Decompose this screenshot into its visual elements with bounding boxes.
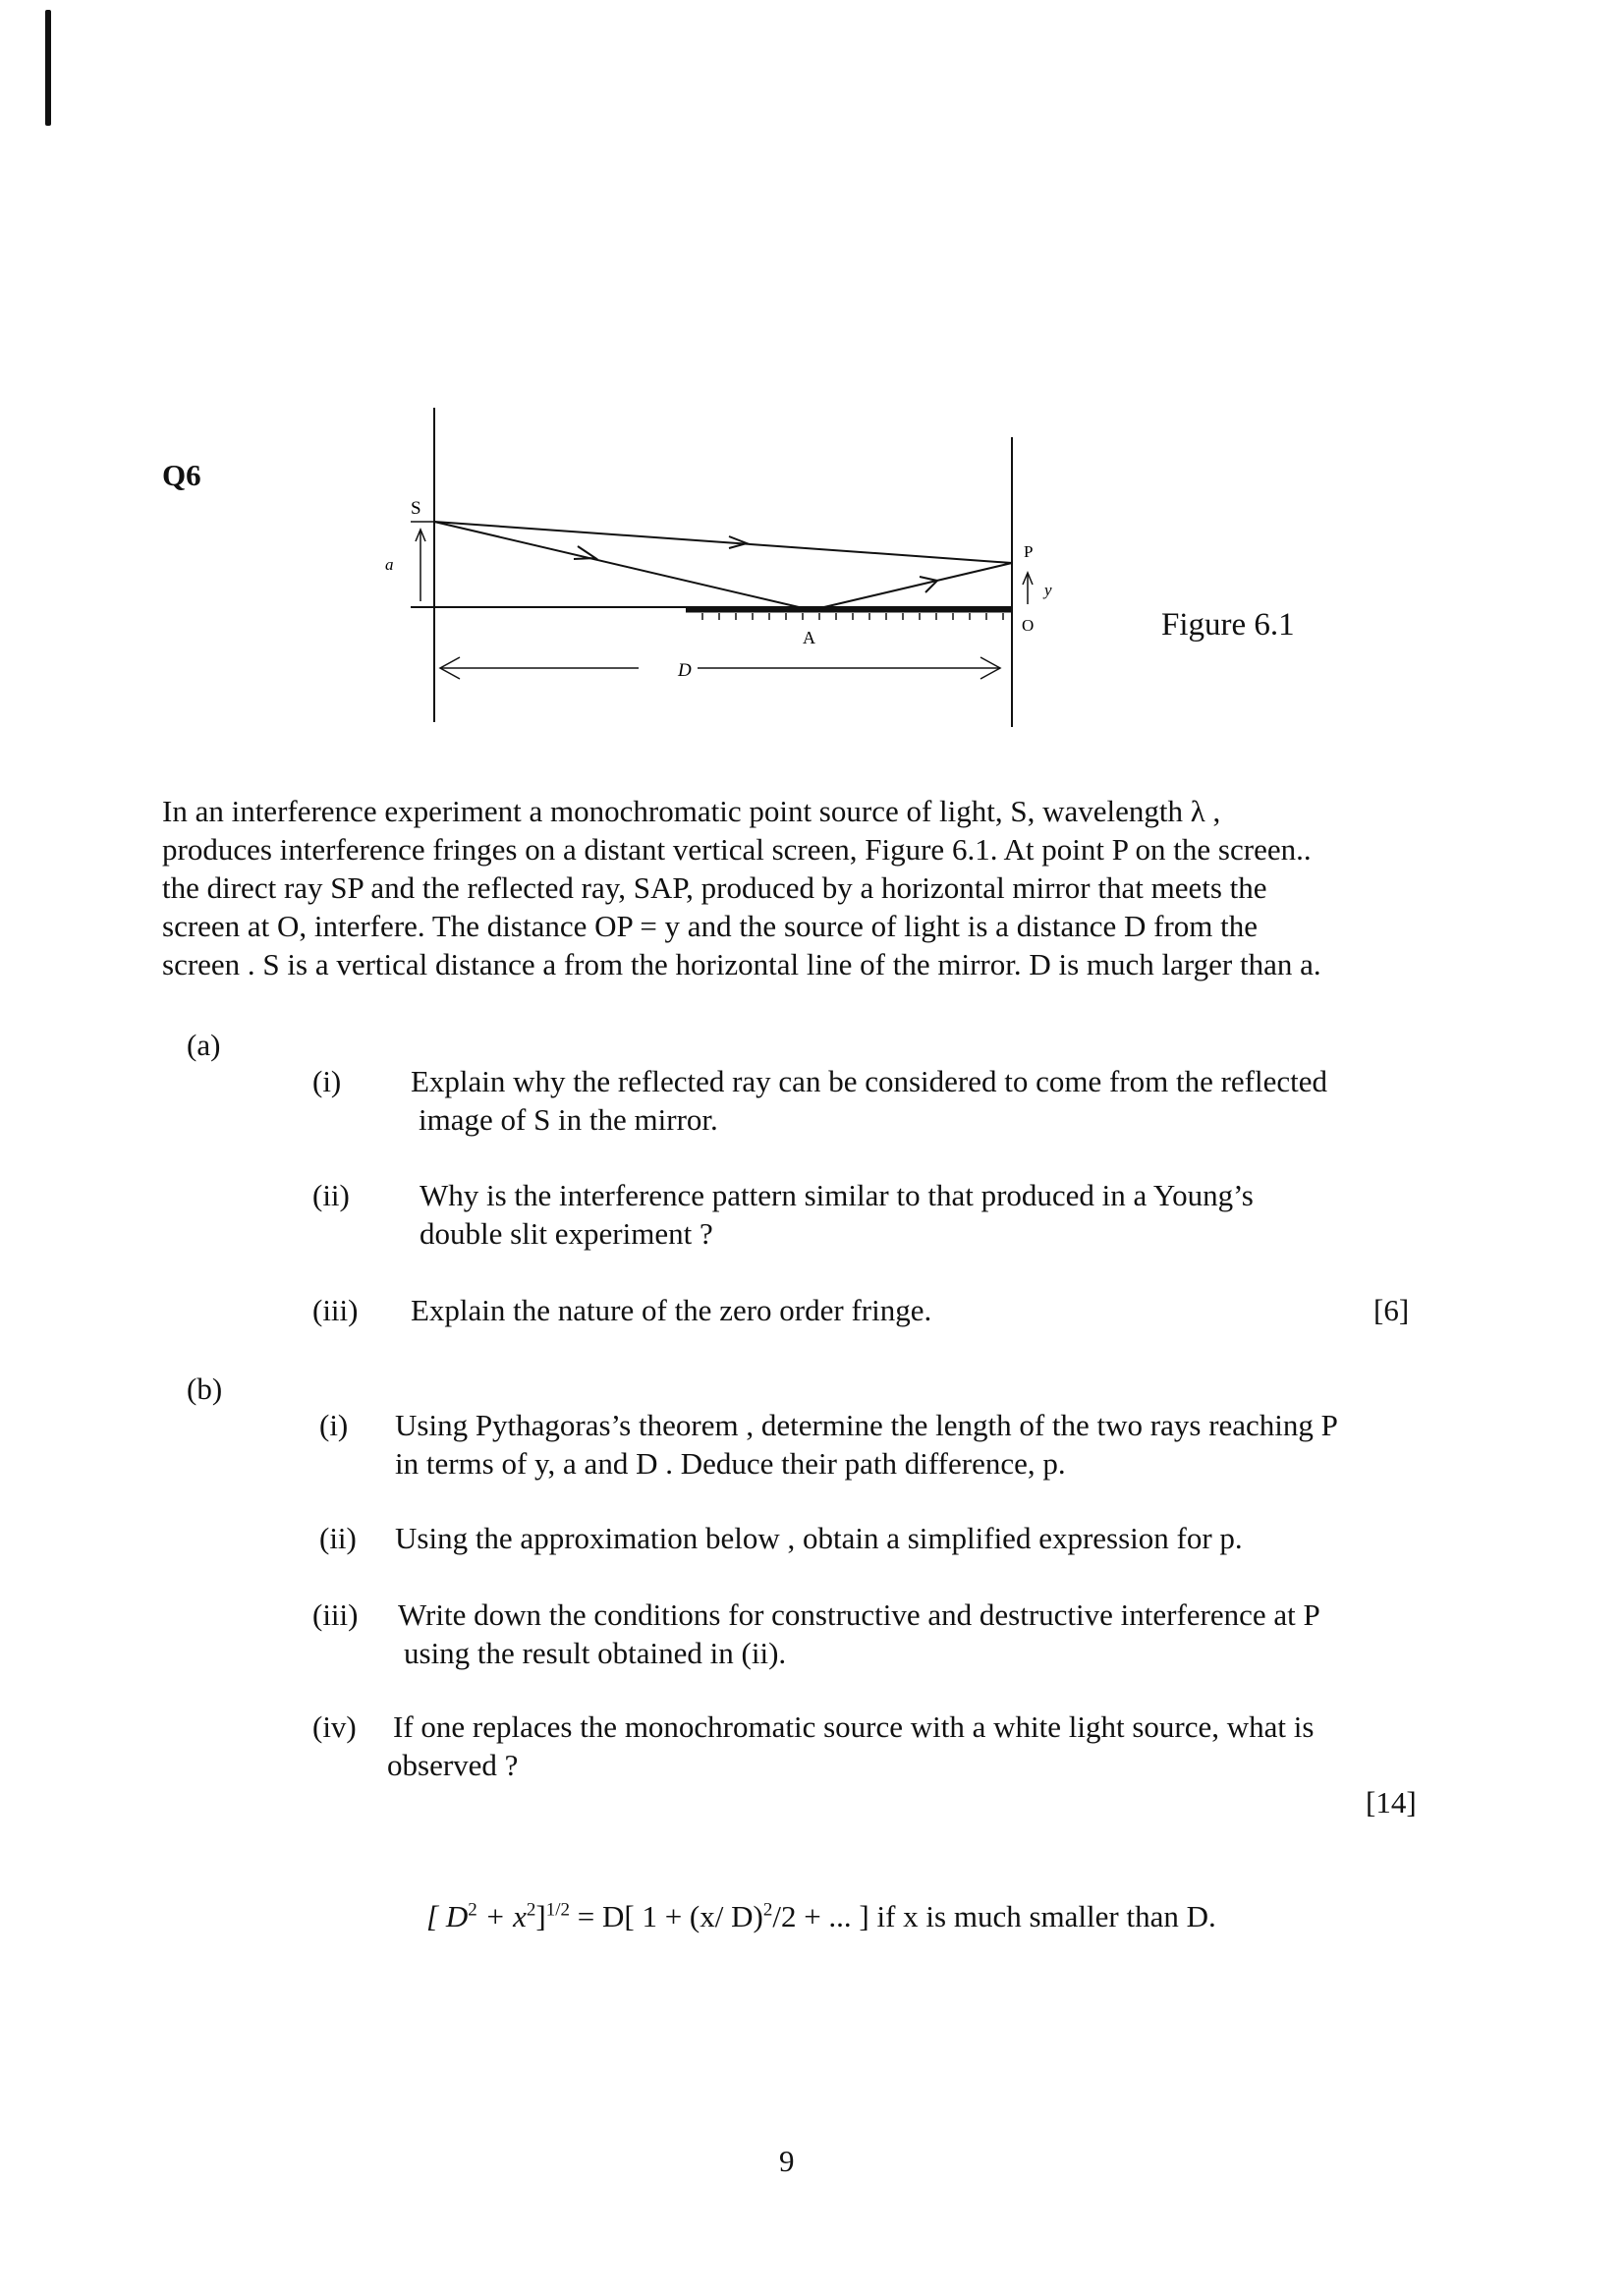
part-b-i-number: (i) (319, 1408, 349, 1442)
page-number: 9 (779, 2144, 795, 2178)
part-b-iii-number: (iii) (312, 1597, 359, 1632)
figure-caption: Figure 6.1 (1161, 607, 1295, 643)
intro-line: the direct ray SP and the reflected ray, SAP, produced by a horizontal mirror that meets the (162, 870, 1267, 905)
formula-open: [ D (426, 1899, 469, 1933)
text-line: If one replaces the monochromatic source with a white light source, what is (393, 1709, 1315, 1744)
intro-paragraph (162, 792, 1439, 983)
text-line: image of S in the mirror. (419, 1102, 718, 1137)
label-s: S (411, 498, 421, 519)
intro-line: In an interference experiment a monochromatic point source of light, S, wavelength λ , (162, 794, 1221, 828)
formula-sup: 2 (468, 1899, 477, 1921)
intro-line: screen . S is a vertical distance a from the horizontal line of the mirror. D is much larger than a. (162, 947, 1321, 981)
text-line: Write down the conditions for constructive and destructive interference at P (398, 1597, 1320, 1632)
approximation-formula (426, 1899, 1216, 1934)
part-a-i-text (411, 1062, 1327, 1139)
figure-6-1-diagram (373, 398, 1081, 732)
part-a-ii-text (420, 1176, 1254, 1253)
intro-line: produces interference fringes on a distant vertical screen, Figure 6.1. At point P on the screen.. (162, 832, 1312, 867)
formula-close: ] (535, 1899, 546, 1933)
text-line: Explain why the reflected ray can be considered to come from the reflected (411, 1064, 1328, 1098)
text-line: double slit experiment ? (420, 1216, 713, 1251)
part-b-iii-text (398, 1596, 1320, 1672)
part-a-i-number: (i) (312, 1064, 342, 1098)
label-a: a (385, 555, 394, 574)
part-b-marks: [14] (1366, 1785, 1417, 1820)
part-b-iv-text (387, 1708, 1315, 1784)
text-line: Explain the nature of the zero order fringe. (411, 1293, 932, 1327)
label-y: y (1044, 581, 1052, 599)
label-p: P (1024, 542, 1034, 561)
text-line: observed ? (387, 1748, 519, 1782)
part-b-iv-number: (iv) (312, 1709, 357, 1744)
part-a-ii-number: (ii) (312, 1178, 350, 1212)
text-line: in terms of y, a and D . Deduce their path difference, p. (395, 1446, 1066, 1481)
label-o: O (1022, 616, 1035, 635)
reflected-ray-ap (812, 563, 1012, 610)
binding-mark (45, 10, 51, 126)
formula-condition: if x is much smaller than D. (868, 1899, 1216, 1933)
formula-rest: /2 + ... ] (772, 1899, 869, 1933)
part-a-label: (a) (187, 1028, 221, 1062)
part-a-iii-text (411, 1291, 931, 1329)
part-b-label: (b) (187, 1372, 223, 1406)
text-line: Using the approximation below , obtain a simplified expression for p. (395, 1521, 1243, 1555)
text-line: Using Pythagoras’s theorem , determine the length of the two rays reaching P (395, 1408, 1338, 1442)
part-a-iii-number: (iii) (312, 1293, 359, 1327)
mirror-hatching (702, 613, 1003, 620)
formula-half: 1/2 (545, 1899, 570, 1921)
formula-plus-x: + x (476, 1899, 527, 1933)
text-line: using the result obtained in (ii). (404, 1636, 787, 1670)
label-a-point: A (803, 628, 815, 647)
question-label: Q6 (162, 458, 201, 492)
formula-sup: 2 (526, 1899, 536, 1921)
text-line: Why is the interference pattern similar to that produced in a Young’s (420, 1178, 1254, 1212)
label-d: D (678, 660, 692, 681)
part-b-i-text (395, 1406, 1338, 1483)
intro-line: screen at O, interfere. The distance OP = y and the source of light is a distance D from the (162, 909, 1259, 943)
formula-equals: = D[ 1 + (x/ D) (570, 1899, 763, 1933)
formula-sup: 2 (762, 1899, 773, 1921)
part-b-ii-number: (ii) (319, 1521, 357, 1555)
part-b-ii-text (395, 1519, 1243, 1557)
part-a-marks: [6] (1373, 1293, 1410, 1327)
